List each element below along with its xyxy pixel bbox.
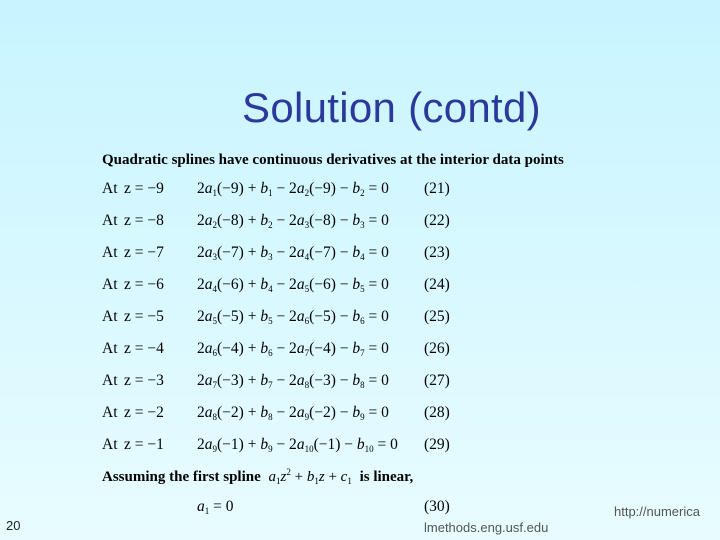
equation-number: (26) [424, 340, 450, 357]
z-value: z = −4 [124, 340, 164, 357]
footer-url-part-2[interactable]: lmethods.eng.usf.edu [424, 520, 549, 535]
z-value: z = −2 [124, 404, 164, 421]
equation: $2a_2(-8) + b_2 - 2a_3(-8) - b_3 = 0$ [197, 212, 389, 230]
equation: $2a_1(-9) + b_1 - 2a_2(-9) - b_2 = 0$ [197, 180, 389, 198]
at-label: At [102, 276, 118, 293]
z-value: z = −3 [124, 372, 164, 389]
slide-title: Solution (contd) [242, 84, 541, 131]
assumption-prefix: Assuming the first spline [102, 469, 261, 485]
assumption-expression: $a_1z^2 + b_1z + c_1$ [268, 467, 352, 486]
equation-number: (25) [424, 308, 450, 325]
equation-number: (29) [424, 436, 450, 453]
equation: $2a_8(-2) + b_8 - 2a_9(-2) - b_9 = 0$ [197, 404, 389, 422]
equation: $2a_7(-3) + b_7 - 2a_8(-3) - b_8 = 0$ [197, 372, 389, 390]
at-label: At [102, 308, 118, 325]
at-label: At [102, 244, 118, 261]
intro-text: Quadratic splines have continuous derivatives at the interior data points [102, 152, 564, 168]
equation-number: (21) [424, 180, 450, 197]
at-label: At [102, 340, 118, 357]
z-value: z = −8 [124, 212, 164, 229]
z-value: z = −7 [124, 244, 164, 261]
equation-number: (30) [424, 498, 450, 515]
at-label: At [102, 404, 118, 421]
z-value: z = −6 [124, 276, 164, 293]
equation: $2a_4(-6) + b_4 - 2a_5(-6) - b_5 = 0$ [197, 276, 389, 294]
page-number: 20 [6, 518, 21, 533]
footer-url-part-1[interactable]: http://numerica [614, 504, 700, 519]
z-value: z = −1 [124, 436, 164, 453]
equation: $a_1 = 0$ [197, 498, 234, 516]
equation: $2a_6(-4) + b_6 - 2a_7(-4) - b_7 = 0$ [197, 340, 389, 358]
at-label: At [102, 180, 118, 197]
equation-number: (24) [424, 276, 450, 293]
z-value: z = −5 [124, 308, 164, 325]
at-label: At [102, 212, 118, 229]
equation-number: (22) [424, 212, 450, 229]
z-value: z = −9 [124, 180, 164, 197]
assumption-text [102, 467, 413, 486]
equation-number: (27) [424, 372, 450, 389]
equation-number: (23) [424, 244, 450, 261]
equation: $2a_5(-5) + b_5 - 2a_6(-5) - b_6 = 0$ [197, 308, 389, 326]
assumption-suffix: is linear, [359, 469, 414, 485]
equation-number: (28) [424, 404, 450, 421]
at-label: At [102, 436, 118, 453]
at-label: At [102, 372, 118, 389]
equation: $2a_3(-7) + b_3 - 2a_4(-7) - b_4 = 0$ [197, 244, 389, 262]
equation: $2a_9(-1) + b_9 - 2a_{10}(-1) - b_{10} = 0$ [197, 436, 398, 454]
